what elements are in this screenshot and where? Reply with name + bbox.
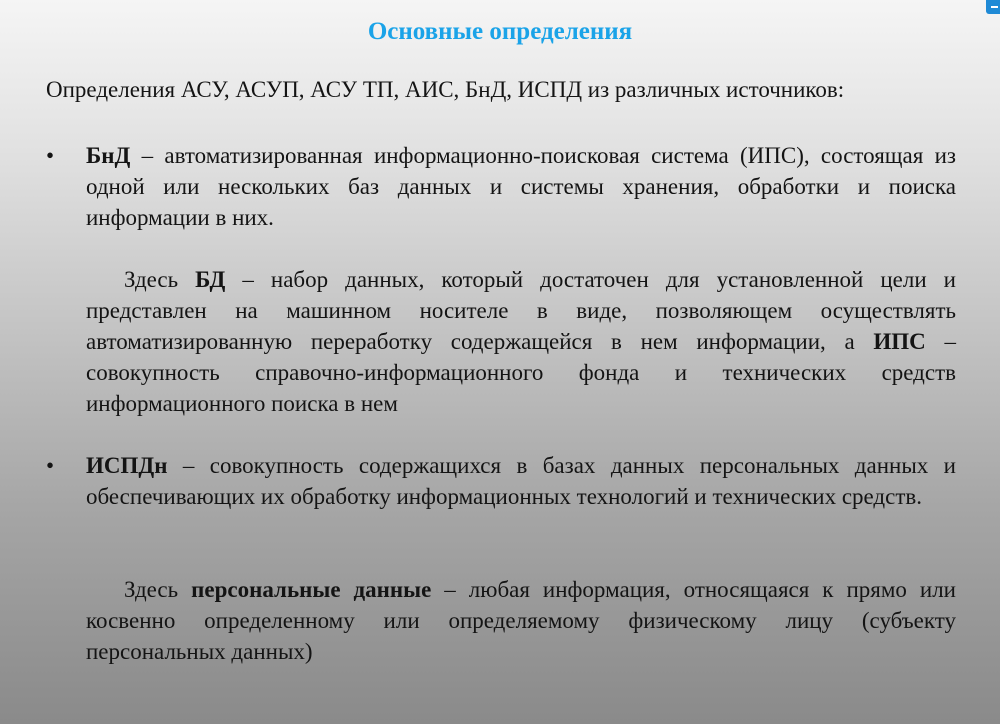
- note-personal-data: [86, 574, 956, 667]
- note-bd-prefix: Здесь: [124, 267, 196, 292]
- note-bd-ips: [86, 264, 956, 419]
- note-pd-prefix: Здесь: [124, 577, 192, 602]
- definition-bnd: [86, 140, 956, 233]
- term-ips: ИПС: [873, 329, 926, 354]
- definition-bnd-text: – автоматизированная информационно-поисковая система (ИПС), состоящая из одной или нескольких баз данных и системы хранения, обработки и поиска информации в них.: [86, 143, 956, 230]
- note-ips-text: – совокупность справочно-информационного фонда и технических средств информационного поиска в нем: [86, 329, 956, 416]
- term-bd: БД: [195, 267, 226, 292]
- term-personal-data: персональные данные: [191, 577, 432, 602]
- definition-ispdn: [86, 450, 956, 512]
- slide-title: Основные определения: [367, 18, 633, 45]
- definition-ispdn-text: – совокупность содержащихся в базах данных персональных данных и обеспечивающих их обработку информационных технологий и технических средств.: [86, 453, 956, 509]
- bullet-marker: •: [46, 143, 55, 168]
- term-bnd: БнД: [86, 143, 131, 168]
- note-bd-text: – набор данных, который достаточен для установленной цели и представлен на машинном носителе в виде, позволяющем осуществлять автоматизированную переработку содержащейся в нем информации, а: [86, 267, 956, 354]
- bullet-marker: •: [46, 453, 55, 478]
- minimize-button[interactable]: [986, 0, 1000, 14]
- note-pd-text: – любая информация, относящаяся к прямо или косвенно определенному или определяемому физическому лицу (субъекту персональных данных): [86, 577, 956, 664]
- term-ispdn: ИСПДн: [86, 453, 168, 478]
- intro-text: Определения АСУ, АСУП, АСУ ТП, АИС, БнД, ИСПД из различных источников:: [46, 77, 845, 102]
